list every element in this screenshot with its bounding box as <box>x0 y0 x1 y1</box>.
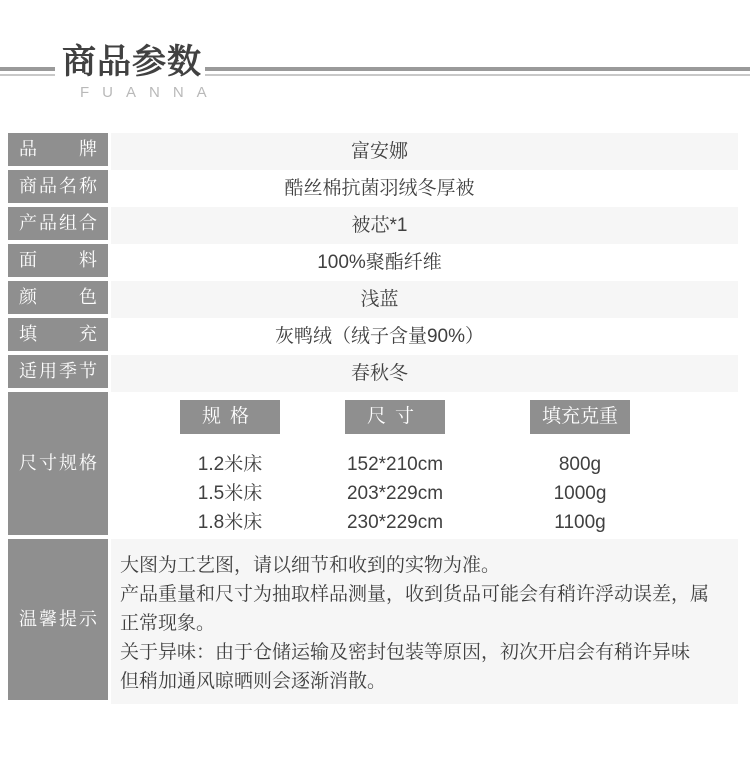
size-column-spec <box>180 400 280 537</box>
param-label: 面料 <box>8 244 108 281</box>
size-spec-table <box>111 392 738 539</box>
tip-line: 但稍加通风晾晒则会逐渐消散。 <box>120 671 387 692</box>
size-column-fill-weight <box>530 400 630 537</box>
param-value: 被芯*1 <box>111 207 738 244</box>
size-value: 1.2米床 <box>197 454 263 475</box>
size-value: 203*229cm <box>346 483 444 504</box>
param-row-combo <box>8 207 738 244</box>
param-row-product-name <box>8 170 738 207</box>
param-label: 填充 <box>8 318 108 355</box>
tip-line: 大图为工艺图，请以细节和收到的实物为准。 <box>120 555 501 576</box>
size-column-values <box>345 450 445 537</box>
param-label: 商品名称 <box>8 170 108 207</box>
divider-line-dark <box>205 67 750 71</box>
param-value: 春秋冬 <box>111 355 738 392</box>
header-divider-right <box>205 67 750 77</box>
param-label: 温馨提示 <box>8 539 108 704</box>
param-row-color <box>8 281 738 318</box>
size-column-header: 填充克重 <box>530 400 630 434</box>
param-value: 酷丝棉抗菌羽绒冬厚被 <box>111 170 738 207</box>
tip-line: 产品重量和尺寸为抽取样品测量，收到货品可能会有稍许浮动误差，属 <box>120 584 710 605</box>
tip-line: 正常现象。 <box>120 613 216 634</box>
param-value: 富安娜 <box>111 133 738 170</box>
param-label: 品牌 <box>8 133 108 170</box>
size-value: 1000g <box>553 483 607 504</box>
size-column-values <box>180 450 280 537</box>
size-value: 230*229cm <box>346 512 444 533</box>
size-column-header: 规格 <box>180 400 280 434</box>
param-row-brand <box>8 133 738 170</box>
divider-line-light <box>205 74 750 76</box>
tips-row <box>8 539 738 704</box>
divider-line-light <box>0 74 55 76</box>
param-label: 适用季节 <box>8 355 108 392</box>
size-value: 1100g <box>554 512 606 533</box>
size-value: 1.8米床 <box>197 512 263 533</box>
page-title: 商品参数 <box>62 43 202 81</box>
param-value: 100%聚酯纤维 <box>111 244 738 281</box>
divider-line-dark <box>0 67 55 71</box>
param-label: 尺寸规格 <box>8 392 108 539</box>
param-label: 产品组合 <box>8 207 108 244</box>
size-value: 152*210cm <box>346 454 444 475</box>
param-value: 灰鸭绒（绒子含量90%） <box>111 318 738 355</box>
page-header <box>0 0 750 133</box>
param-row-filling <box>8 318 738 355</box>
size-column-header: 尺寸 <box>345 400 445 434</box>
param-value: 浅蓝 <box>111 281 738 318</box>
tips-text-block <box>111 539 738 704</box>
size-value: 800g <box>558 454 602 475</box>
param-row-fabric <box>8 244 738 281</box>
product-params-table <box>8 133 738 704</box>
size-value: 1.5米床 <box>197 483 263 504</box>
tip-line: 关于异味：由于仓储运输及密封包装等原因，初次开启会有稍许异味 <box>120 642 691 663</box>
size-column-values <box>530 450 630 537</box>
brand-watermark: FUANNA <box>80 84 220 101</box>
param-label: 颜色 <box>8 281 108 318</box>
size-column-dimension <box>345 400 445 537</box>
size-spec-row <box>8 392 738 539</box>
param-row-season <box>8 355 738 392</box>
header-divider-left <box>0 67 55 77</box>
